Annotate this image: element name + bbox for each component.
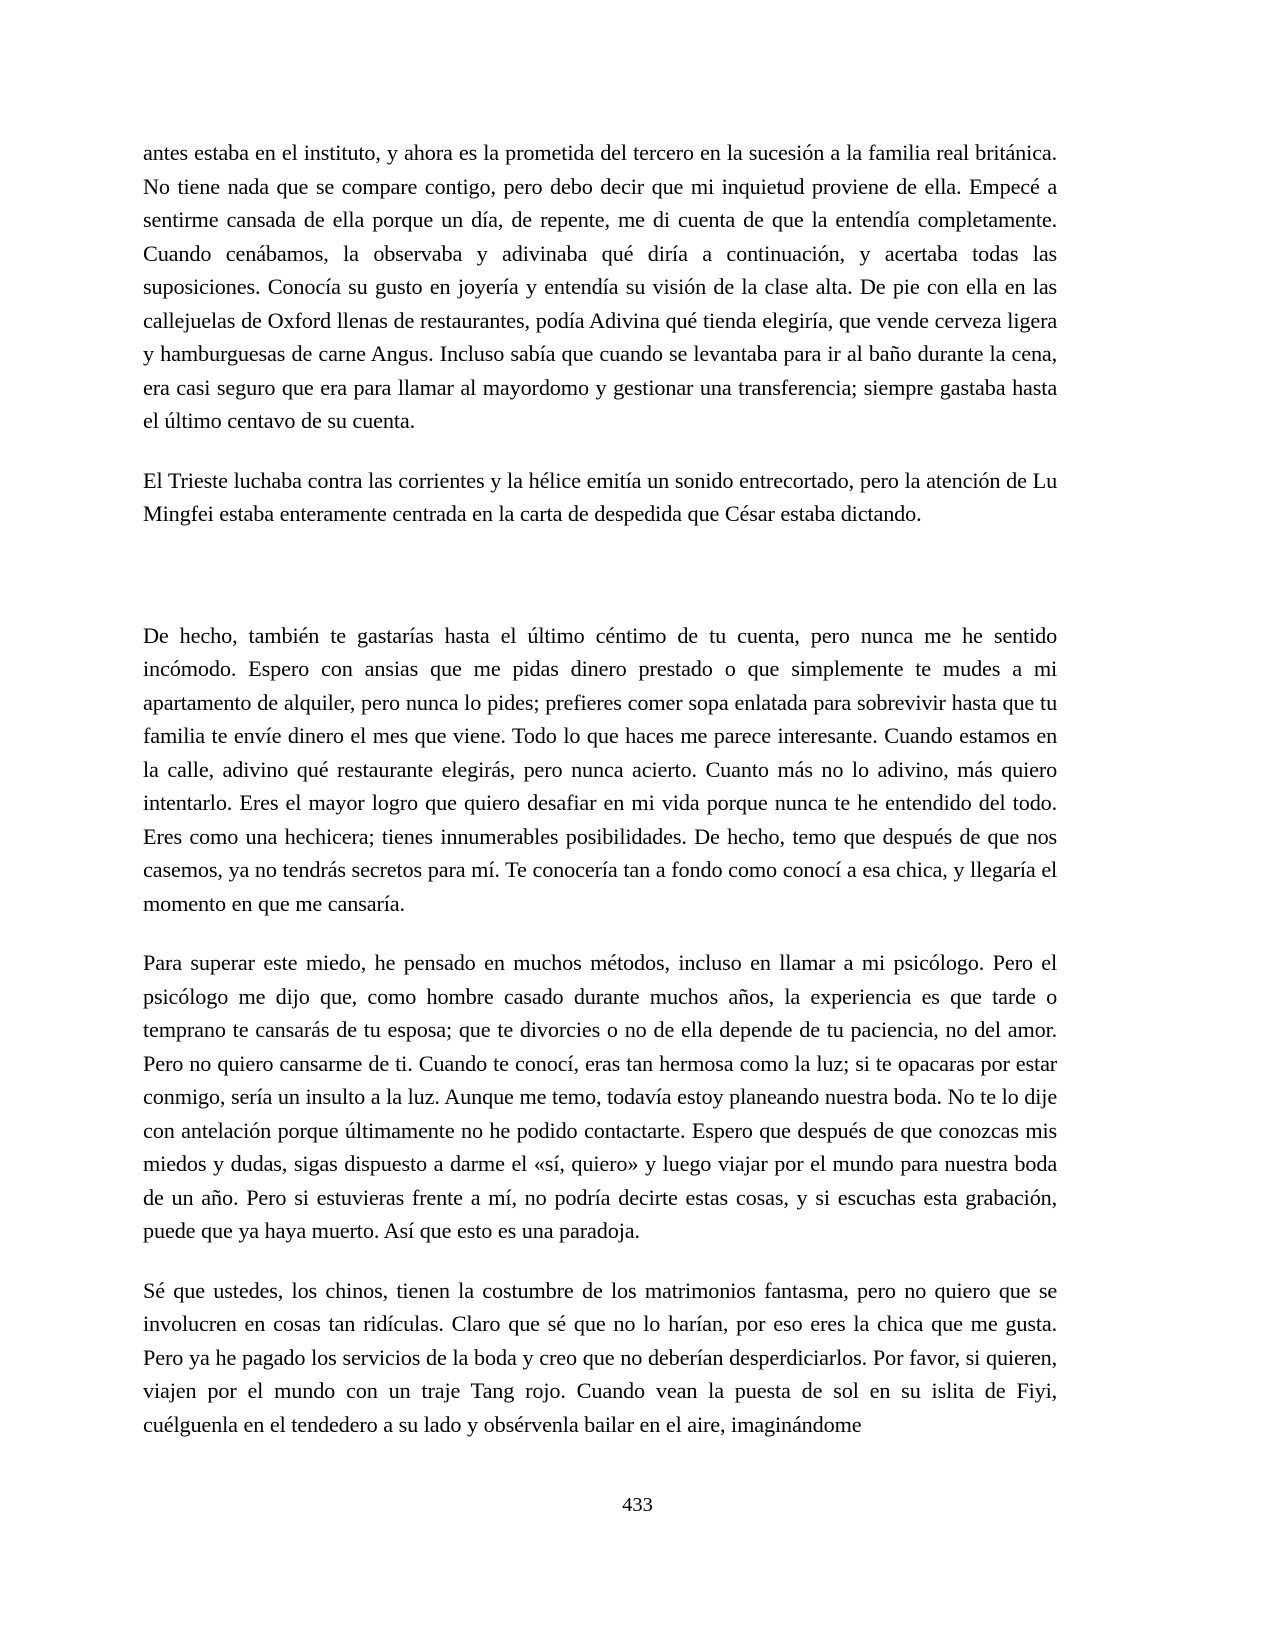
body-text-column (143, 136, 1071, 1441)
paragraph-2: El Trieste luchaba contra las corrientes y la hélice emitía un sonido entrecortado, pero la atención de Lu Mingfei estaba enteramente centrada en la carta de despedida que César estaba dictando. (143, 467, 1058, 526)
paragraph-4: Para superar este miedo, he pensado en muchos métodos, incluso en llamar a mi psicólogo. Pero el psicólogo me dijo que, como hombre casado durante muchos años, la experiencia es que tarde o temprano te cansarás de tu esposa; que te divorcies o no de ella depende de tu paciencia, no del amor. Pero no quiero cansarme de ti. Cuando te conocí, eras tan hermosa como la luz; si te opacaras por estar conmigo, sería un insulto a la luz. Aunque me temo, todavía estoy planeando nuestra boda. No te lo dije con antelación porque últimamente no he podido contactarte. Espero que después de que conozcas mis miedos y dudas, sigas dispuesto a darme el «sí, quiero» y luego viajar por el mundo para nuestra boda de un año. Pero si estuvieras frente a mí, no podría decirte estas cosas, y si escuchas esta grabación, puede que ya haya muerto. Así que esto es una paradoja. (143, 950, 1058, 1243)
page-number: 433 (622, 1494, 653, 1516)
paragraph-5: Sé que ustedes, los chinos, tienen la costumbre de los matrimonios fantasma, pero no quiero que se involucren en cosas tan ridículas. Claro que sé que no lo harían, por eso eres la chica que me gusta. Pero ya he pagado los servicios de la boda y creo que no deberían desperdiciarlos. Por favor, si quieren, viajen por el mundo con un traje Tang rojo. Cuando vean la puesta de sol en su islita de Fiyi, cuélguenla en el tendedero a su lado y obsérvenla bailar en el aire, imaginándome (143, 1277, 1058, 1437)
paragraph-3: De hecho, también te gastarías hasta el último céntimo de tu cuenta, pero nunca me he sentido incómodo. Espero con ansias que me pidas dinero prestado o que simplemente te mudes a mi apartamento de alquiler, pero nunca lo pides; prefieres comer sopa enlatada para sobrevivir hasta que tu familia te envíe dinero el mes que viene. Todo lo que haces me parece interesante. Cuando estamos en la calle, adivino qué restaurante elegirás, pero nunca acierto. Cuanto más no lo adivino, más quiero intentarlo. Eres el mayor logro que quiero desafiar en mi vida porque nunca te he entendido del todo. Eres como una hechicera; tienes innumerables posibilidades. De hecho, temo que después de que nos casemos, ya no tendrás secretos para mí. Te conocería tan a fondo como conocí a esa chica, y llegaría el momento en que me cansaría. (143, 622, 1058, 916)
paragraph-1: antes estaba en el instituto, y ahora es la prometida del tercero en la sucesión a la familia real británica. No tiene nada que se compare contigo, pero debo decir que mi inquietud proviene de ella. Empecé a sentirme cansada de ella porque un día, de repente, me di cuenta de que la entendía completamente. Cuando cenábamos, la observaba y adivinaba qué diría a continuación, y acertaba todas las suposiciones. Conocía su gusto en joyería y entendía su visión de la clase alta. De pie con ella en las callejuelas de Oxford llenas de restaurantes, podía Adivina qué tienda elegiría, que vende cerveza ligera y hamburguesas de carne Angus. Incluso sabía que cuando se levantaba para ir al baño durante la cena, era casi seguro que era para llamar al mayordomo y gestionar una transferencia; siempre gastaba hasta el último centavo de su cuenta. (143, 140, 1058, 433)
